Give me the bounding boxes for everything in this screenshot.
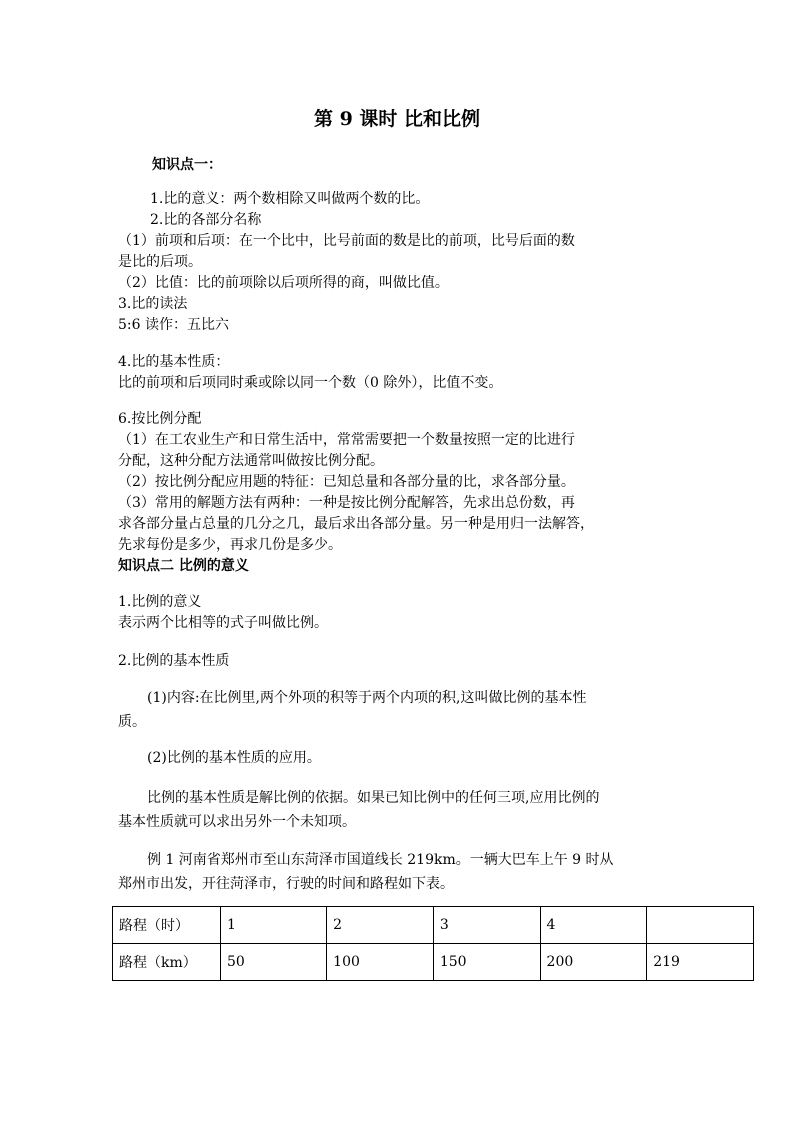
- text-line: 2.比例的基本性质: [118, 653, 230, 669]
- text-line: （3）常用的解题方法有两种：一种是按比例分配解答，先求出总份数，再: [118, 495, 575, 511]
- table-row-header: 路程（时）: [113, 907, 221, 944]
- table-cell: 150: [433, 944, 540, 981]
- table-cell: 2: [327, 907, 434, 944]
- text-line: 先求每份是多少，再求几份是多少。: [118, 537, 342, 553]
- text-line: 6.按比例分配: [118, 411, 202, 427]
- table-cell: 219: [647, 944, 754, 981]
- heading-knowledge-point-2: 知识点二 比例的意义: [118, 558, 249, 574]
- table-row: [113, 944, 754, 981]
- table-cell: 3: [433, 907, 540, 944]
- heading-knowledge-point-1: 知识点一：: [152, 157, 222, 173]
- text-line: 5:6 读作：五比六: [118, 317, 229, 333]
- text-line: （1）在工农业生产和日常生活中，常常需要把一个数量按照一定的比进行: [118, 432, 575, 448]
- table-row-header: 路程（km）: [113, 944, 221, 981]
- text-line: 1.比的意义：两个数相除又叫做两个数的比。: [150, 191, 430, 207]
- text-line: 1.比例的意义: [118, 594, 202, 610]
- text-line: (1)内容:在比例里,两个外项的积等于两个内项的积,这叫做比例的基本性: [147, 690, 587, 706]
- table-cell: 200: [540, 944, 647, 981]
- text-line: 郑州市出发，开往菏泽市，行驶的时间和路程如下表。: [118, 876, 454, 892]
- text-line: (2)比例的基本性质的应用。: [147, 750, 321, 766]
- text-line: 求各部分量占总量的几分之几，最后求出各部分量。另一种是用归一法解答，: [118, 516, 594, 532]
- text-line: 表示两个比相等的式子叫做比例。: [118, 615, 328, 631]
- table-cell: 1: [220, 907, 326, 944]
- text-line: （2）比值：比的前项除以后项所得的商，叫做比值。: [118, 275, 449, 291]
- text-line: 4.比的基本性质：: [118, 354, 230, 370]
- table-cell: 4: [540, 907, 647, 944]
- text-line: 2.比的各部分名称: [150, 212, 262, 228]
- text-line: 比的前项和后项同时乘或除以同一个数（0 除外），比值不变。: [118, 375, 503, 391]
- example-1-text: 例 1 河南省郑州市至山东菏泽市国道线长 219km。一辆大巴车上午 9 时从: [147, 852, 614, 868]
- text-line: 是比的后项。: [118, 254, 202, 270]
- route-table: [112, 906, 754, 981]
- table-row: [113, 907, 754, 944]
- text-line: （2）按比例分配应用题的特征：已知总量和各部分量的比，求各部分量。: [118, 474, 575, 490]
- text-line: 3.比的读法: [118, 296, 188, 312]
- table-cell: [647, 907, 754, 944]
- table-cell: 50: [220, 944, 326, 981]
- text-line: 比例的基本性质是解比例的依据。如果已知比例中的任何三项,应用比例的: [147, 790, 600, 806]
- table-cell: 100: [327, 944, 434, 981]
- text-line: 分配，这种分配方法通常叫做按比例分配。: [118, 453, 384, 469]
- text-line: 质。: [118, 714, 146, 730]
- text-line: （1）前项和后项：在一个比中，比号前面的数是比的前项，比号后面的数: [118, 233, 575, 249]
- text-line: 基本性质就可以求出另外一个未知项。: [118, 814, 356, 830]
- page-title: 第 9 课时 比和比例: [313, 108, 481, 130]
